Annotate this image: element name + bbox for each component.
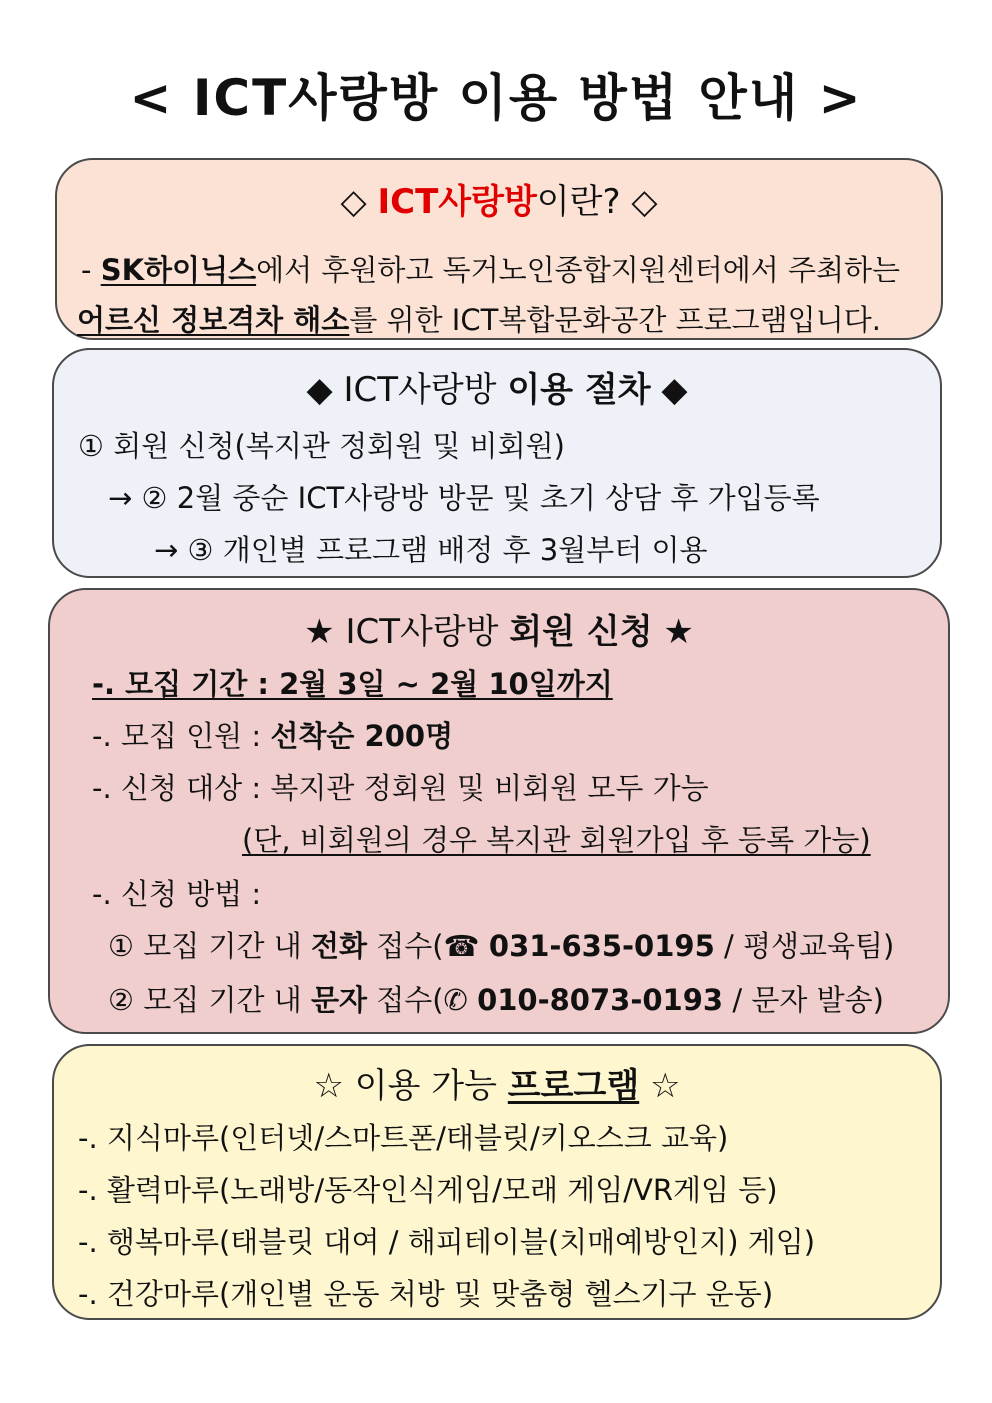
about-heading <box>57 174 941 223</box>
program-item: -. 건강마루(개인별 운동 처방 및 맞춤형 헬스기구 운동) <box>78 1277 774 1311</box>
signup-method-phone: ① 모집 기간 내 전화 접수(☎ 031-635-0195 / 평생교육팀) <box>108 929 895 963</box>
signup-count: -. 모집 인원 : 선착순 200명 <box>92 719 454 753</box>
procedure-section <box>52 348 942 578</box>
about-heading-name: ICT사랑방 <box>377 182 537 222</box>
star-filled-icon: ★ <box>663 612 694 652</box>
signup-target: -. 신청 대상 : 복지관 정회원 및 비회원 모두 가능 <box>92 771 709 805</box>
about-goal: 어르신 정보격차 해소 <box>77 303 350 337</box>
signup-heading-name: ICT사랑방 <box>345 612 499 652</box>
programs-section <box>52 1044 942 1320</box>
star-filled-icon: ★ <box>304 612 335 652</box>
procedure-heading-bold: 이용 절차 <box>507 370 651 410</box>
diamond-filled-icon: ◆ <box>661 370 688 410</box>
procedure-step-1: ① 회원 신청(복지관 정회원 및 비회원) <box>78 429 565 463</box>
signup-method-sms: ② 모집 기간 내 문자 접수(✆ 010-8073-0193 / 문자 발송) <box>108 983 884 1017</box>
diamond-filled-icon: ◆ <box>306 370 333 410</box>
page-title: < ICT사랑방 이용 방법 안내 > <box>129 69 863 127</box>
programs-heading-bold: 프로그램 <box>507 1066 640 1106</box>
star-outline-icon: ☆ <box>650 1066 681 1106</box>
about-heading-rest: 이란? <box>536 182 621 222</box>
signup-heading <box>50 604 948 653</box>
program-item: -. 행복마루(태블릿 대여 / 해피테이블(치매예방인지) 게임) <box>78 1225 816 1259</box>
procedure-heading-name: ICT사랑방 <box>343 370 497 410</box>
signup-count-value: 선착순 200명 <box>270 719 454 753</box>
program-item: -. 활력마루(노래방/동작인식게임/모래 게임/VR게임 등) <box>78 1173 778 1207</box>
procedure-step-3: → ③ 개인별 프로그램 배정 후 3월부터 이용 <box>154 533 708 567</box>
programs-heading-normal: 이용 가능 <box>354 1066 497 1106</box>
procedure-step-2: → ② 2월 중순 ICT사랑방 방문 및 초기 상담 후 가입등록 <box>108 481 820 515</box>
about-line-1: - SK하이닉스에서 후원하고 독거노인종합지원센터에서 주최하는 <box>81 253 901 287</box>
program-item: -. 지식마루(인터넷/스마트폰/태블릿/키오스크 교육) <box>78 1121 729 1155</box>
signup-period: -. 모집 기간 : 2월 3일 ~ 2월 10일까지 <box>92 667 613 701</box>
signup-target-note: (단, 비회원의 경우 복지관 회원가입 후 등록 가능) <box>242 823 871 857</box>
diamond-outline-icon: ◇ <box>631 182 658 222</box>
programs-heading <box>54 1058 940 1107</box>
sms-number: 010-8073-0193 <box>477 983 724 1017</box>
about-sponsor: SK하이닉스 <box>100 253 257 287</box>
diamond-outline-icon: ◇ <box>340 182 367 222</box>
signup-section <box>48 588 950 1034</box>
procedure-heading <box>54 362 940 411</box>
phone-number: 031-635-0195 <box>488 929 715 963</box>
signup-heading-bold: 회원 신청 <box>509 612 653 652</box>
about-line-2: 어르신 정보격차 해소를 위한 ICT복합문화공간 프로그램입니다. <box>77 303 881 337</box>
star-outline-icon: ☆ <box>313 1066 344 1106</box>
signup-method-label: -. 신청 방법 : <box>92 877 262 911</box>
about-section <box>55 158 943 340</box>
